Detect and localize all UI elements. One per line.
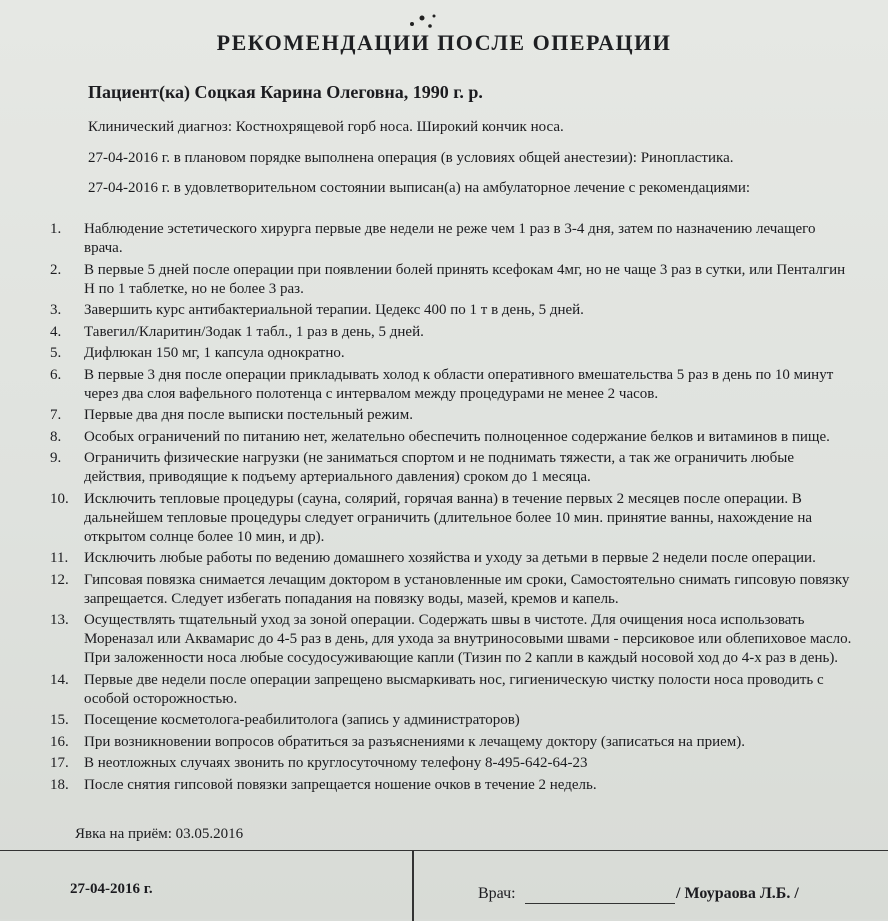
- item-text: После снятия гипсовой повязки запрещается ношение очков в течение 2 недель.: [84, 776, 597, 793]
- item-text: В первые 5 дней после операции при появлении болей принять ксефокам 4мг, но не чаще 3 раз в сутки, или Пенталгин Н по 1 таблетке, но не более 3 раз.: [84, 261, 846, 297]
- list-item: [32, 323, 852, 342]
- doctor-label: Врач:: [478, 885, 516, 902]
- item-text: Посещение косметолога-реабилитолога (запись у администраторов): [84, 712, 520, 728]
- operation-line: 27-04-2016 г. в плановом порядке выполнена операция (в условиях общей анестезии): Ринопластика.: [88, 150, 734, 166]
- item-text: Первые две недели после операции запрещено высмаркивать нос, гигиеническую чистку полости носа проводить с особой осторожностью.: [84, 671, 824, 707]
- item-text: Осуществлять тщательный уход за зоной операции. Содержать швы в чистоте. Для очищения носа использовать Мореназал или Аквамарис до 4-5 раз в день, для ухода за внутриносовыми швами - персиковое или облепиховое масло. При заложенности носа любые сосудосуживающие капли (Тизин по 2 капли в каждый носовой ход до 4-х раз в день).: [84, 612, 852, 666]
- list-item: [32, 449, 852, 487]
- item-text: Наблюдение эстетического хирурга первые две недели не реже чем 1 раз в 3-4 дня, затем по назначению лечащего врача.: [84, 221, 816, 256]
- list-item: [32, 366, 852, 404]
- list-item: [32, 776, 852, 795]
- item-number: 1.: [50, 221, 62, 237]
- patient-line: Пациент(ка) Соцкая Карина Олеговна, 1990 г. р.: [88, 82, 483, 102]
- item-number: 18.: [50, 776, 69, 793]
- item-number: 2.: [50, 261, 62, 278]
- appointment-line: Явка на приём: 03.05.2016: [75, 826, 244, 842]
- list-item: [32, 428, 852, 447]
- item-text: Исключить тепловые процедуры (сауна, солярий, горячая ванна) в течение первых 2 месяцев после операции. В дальнейшем тепловые процедуры следует ограничить (длительное более 10 мин. принятие ванны, нахождение на открытом солнце более 10 мин, и др).: [84, 490, 813, 545]
- signature-box: [0, 850, 888, 920]
- list-item: [32, 571, 852, 609]
- diagnosis-line: Клинический диагноз: Костнохрящевой горб носа. Широкий кончик носа.: [88, 119, 564, 135]
- item-number: 8.: [50, 428, 62, 445]
- item-text: В неотложных случаях звонить по круглосуточному телефону 8-495-642-64-23: [84, 755, 588, 771]
- item-number: 16.: [50, 733, 69, 750]
- list-item: [32, 301, 852, 320]
- item-text: Ограничить физические нагрузки (не заниматься спортом и не поднимать тяжести, а так же ограничить любые действия, приводящие к подъему артериального давления) сроком до 1 месяца.: [84, 450, 794, 485]
- signature-line: [525, 903, 675, 904]
- list-item: [32, 344, 852, 363]
- item-number: 5.: [50, 345, 62, 361]
- item-number: 14.: [50, 671, 69, 688]
- item-number: 4.: [50, 323, 62, 340]
- discharge-line: 27-04-2016 г. в удовлетворительном состоянии выписан(а) на амбулаторное лечение с рекомендациями:: [88, 180, 751, 196]
- list-item: [32, 220, 852, 258]
- list-item: [32, 711, 852, 730]
- list-item: [32, 490, 852, 547]
- document-title: РЕКОМЕНДАЦИИ ПОСЛЕ ОПЕРАЦИИ: [216, 30, 672, 55]
- list-item: [32, 549, 852, 568]
- recommendations-list: [32, 220, 852, 797]
- list-item: [32, 754, 852, 773]
- footer-divider: [412, 851, 414, 921]
- item-text: Завершить курс антибактериальной терапии. Цедекс 400 по 1 т в день, 5 дней.: [84, 302, 584, 318]
- list-item: [32, 733, 852, 752]
- item-number: 11.: [50, 550, 69, 566]
- item-text: Особых ограничений по питанию нет, желательно обеспечить полноценное содержание белков и витаминов в пище.: [84, 428, 830, 445]
- item-number: 3.: [50, 302, 62, 318]
- item-text: Дифлюкан 150 мг, 1 капсула однократно.: [84, 345, 345, 361]
- item-text: Тавегил/Кларитин/Зодак 1 табл., 1 раз в день, 5 дней.: [84, 323, 424, 340]
- doctor-name: / Моураова Л.Б. /: [676, 885, 799, 902]
- item-number: 12.: [50, 571, 69, 588]
- item-number: 15.: [50, 712, 69, 728]
- item-text: В первые 3 дня после операции прикладывать холод к области оперативного вмешательства 5 раз в день по 10 минут через два слоя вафельного полотенца с интервалом между процедурами не менее 2 часов.: [84, 366, 834, 402]
- item-text: Исключить любые работы по ведению домашнего хозяйства и уходу за детьми в первые 2 недели после операции.: [84, 550, 816, 566]
- list-item: [32, 261, 852, 299]
- item-number: 7.: [50, 407, 62, 423]
- item-number: 6.: [50, 366, 62, 383]
- item-number: 13.: [50, 612, 69, 628]
- item-text: Первые два дня после выписки постельный режим.: [84, 407, 413, 423]
- item-number: 17.: [50, 755, 69, 771]
- item-number: 9.: [50, 450, 62, 466]
- item-text: Гипсовая повязка снимается лечащим доктором в установленные им сроки, Самостоятельно снимать гипсовую повязку запрещается. Следует избегать попадания на повязку воды, мазей, кремов и капель.: [84, 571, 850, 607]
- item-text: При возникновении вопросов обратиться за разъяснениями к лечащему доктору (записаться на прием).: [84, 733, 746, 750]
- footer-date: 27-04-2016 г.: [70, 881, 153, 897]
- list-item: [32, 671, 852, 709]
- list-item: [32, 406, 852, 425]
- list-item: [32, 611, 852, 668]
- item-number: 10.: [50, 490, 69, 507]
